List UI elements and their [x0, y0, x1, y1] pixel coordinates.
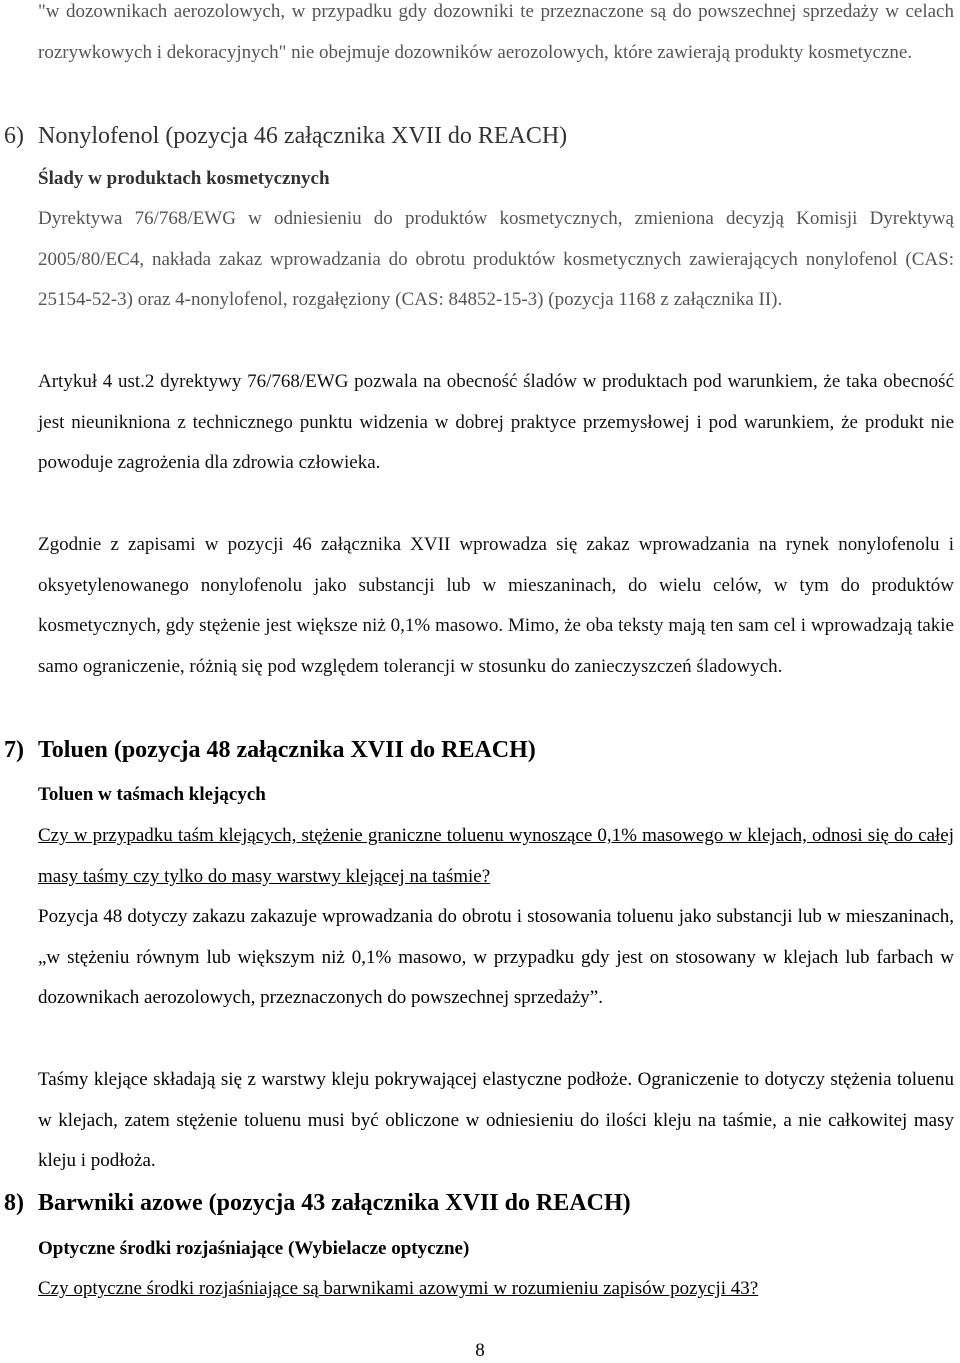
section-6-heading: [4, 120, 568, 152]
section-6-number: 6): [4, 123, 24, 149]
section-8-number: 8): [4, 1190, 24, 1216]
section-8-subheading: Optyczne środki rozjaśniające (Wybielacze optyczne): [38, 1238, 470, 1259]
section-7-paragraph-2: Taśmy klejące składają się z warstwy kleju pokrywającej elastyczne podłoże. Ograniczenie to dotyczy stężenia toluenu w klejach, zatem stężenie toluenu musi być obliczone w odniesieniu do ilości kleju na taśmie, a nie całkowitej masy kleju i podłoża.: [38, 1069, 954, 1172]
section-7-title: Toluen (pozycja 48 załącznika XVII do REACH): [38, 737, 536, 763]
section-6-paragraph-2: Artykuł 4 ust.2 dyrektywy 76/768/EWG pozwala na obecność śladów w produktach pod warunkiem, że taka obecność jest nieunikniona z technicznego punktu widzenia w dobrej praktyce przemysłowej i pod warunkiem, że produkt nie powoduje zagrożenia dla zdrowia człowieka.: [38, 371, 954, 474]
section-7-question: Czy w przypadku taśm klejących, stężenie graniczne toluenu wynoszące 0,1% masowego w klejach, odnosi się do całej masy taśmy czy tylko do masy warstwy klejącej na taśmie?: [38, 825, 954, 887]
section-6-title: Nonylofenol (pozycja 46 załącznika XVII do REACH): [38, 123, 568, 149]
section-8-title: Barwniki azowe (pozycja 43 załącznika XVII do REACH): [38, 1190, 631, 1216]
section-7-subheading: Toluen w taśmach klejących: [38, 784, 266, 805]
page-number: 8: [475, 1340, 485, 1361]
section-6-paragraph-1: Dyrektywa 76/768/EWG w odniesieniu do produktów kosmetycznych, zmieniona decyzją Komisji Dyrektywą 2005/80/EC4, nakłada zakaz wprowadzania do obrotu produktów kosmetycznych zawierających nonylofenol (CAS: 25154-52-3) oraz 4-nonylofenol, rozgałęziony (CAS: 84852-15-3) (pozycja 1168 z załącznika II).: [38, 208, 954, 311]
section-7-paragraph-1: Pozycja 48 dotyczy zakazu zakazuje wprowadzania do obrotu i stosowania toluenu jako substancji lub w mieszaninach, „w stężeniu równym lub większym niż 0,1% masowo, w przypadku gdy jest on stosowany w klejach lub farbach w dozownikach aerozolowych, przeznaczonych do powszechnej sprzedaży”.: [38, 906, 954, 1009]
section-8-question: Czy optyczne środki rozjaśniające są barwnikami azowymi w rozumieniu zapisów pozycji 43?: [38, 1278, 759, 1299]
section-7-heading: [4, 734, 536, 766]
section-6-paragraph-3: Zgodnie z zapisami w pozycji 46 załącznika XVII wprowadza się zakaz wprowadzania na rynek nonylofenolu i oksyetylenowanego nonylofenolu jako substancji lub w mieszaninach, do wielu celów, w tym do produktów kosmetycznych, gdy stężenie jest większe niż 0,1% masowo. Mimo, że oba teksty mają ten sam cel i wprowadzają takie samo ograniczenie, różnią się pod względem tolerancji w stosunku do zanieczyszczeń śladowych.: [38, 534, 954, 678]
section-8-heading: [4, 1187, 631, 1219]
section-6-subheading: Ślady w produktach kosmetycznych: [38, 168, 330, 189]
section-7-number: 7): [4, 737, 24, 763]
intro-paragraph: "w dozownikach aerozolowych, w przypadku gdy dozowniki te przeznaczone są do powszechnej sprzedaży w celach rozrywkowych i dekoracyjnych" nie obejmuje dozowników aerozolowych, które zawierają produkty kosmetyczne.: [38, 1, 954, 63]
